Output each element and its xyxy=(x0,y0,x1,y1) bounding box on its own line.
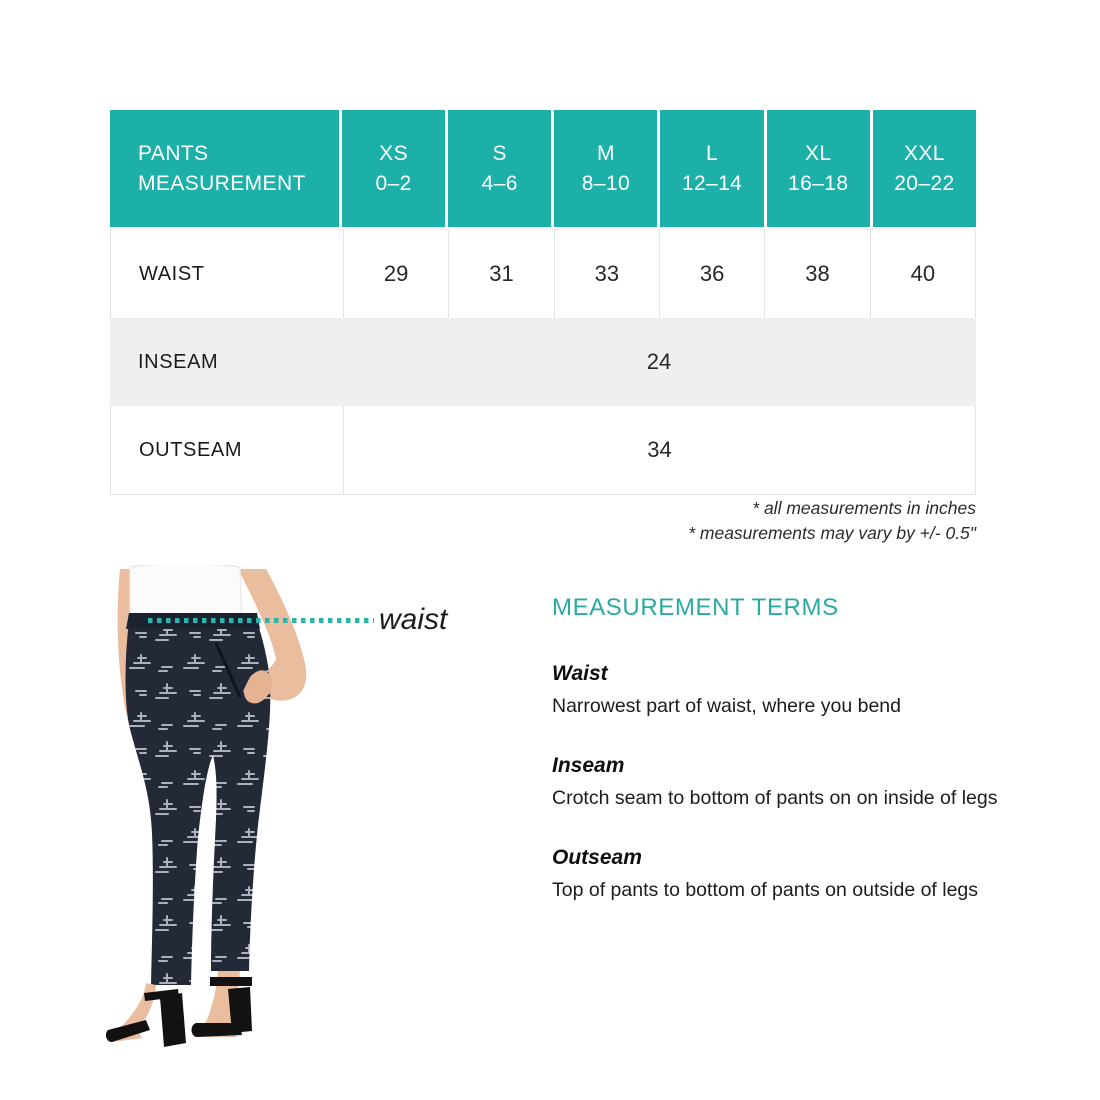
size-range: 4–6 xyxy=(481,171,518,195)
waist-dotted-line xyxy=(148,618,374,623)
size-chart-table xyxy=(110,110,976,495)
footnote-tolerance: * measurements may vary by +/- 0.5" xyxy=(688,522,976,543)
size-range: 0–2 xyxy=(375,171,412,195)
header-cell-s xyxy=(448,110,551,227)
row-label: OUTSEAM xyxy=(139,438,243,461)
size-label: XXL xyxy=(903,141,945,165)
term-description: Narrowest part of waist, where you bend xyxy=(552,695,902,717)
waist-value-l: 36 xyxy=(659,230,764,318)
term-description: Crotch seam to bottom of pants on on inside of legs xyxy=(552,787,998,809)
waist-value-xl: 38 xyxy=(764,230,869,318)
term-name: Waist xyxy=(552,662,608,685)
size-chart-header-row xyxy=(110,110,976,227)
header-cell-xl xyxy=(767,110,870,227)
left-sandal xyxy=(106,989,186,1047)
size-range: 16–18 xyxy=(788,171,849,195)
size-range: 8–10 xyxy=(581,171,631,195)
term-inseam xyxy=(552,754,1004,813)
size-label: XL xyxy=(804,141,832,165)
size-label: M xyxy=(596,141,615,165)
term-name: Inseam xyxy=(552,754,625,777)
table-row-waist xyxy=(110,229,976,318)
term-outseam xyxy=(552,846,1004,905)
waist-annotation-label: waist xyxy=(379,603,448,636)
header-cell-m xyxy=(554,110,657,227)
waist-value-xxl: 40 xyxy=(870,230,975,318)
size-range: 20–22 xyxy=(894,171,955,195)
term-waist xyxy=(552,662,1004,721)
table-row-inseam xyxy=(110,318,976,406)
size-label: XS xyxy=(379,141,408,165)
table-row-outseam xyxy=(110,406,976,495)
header-label-line2: MEASUREMENT xyxy=(138,171,306,195)
row-label: INSEAM xyxy=(138,350,219,373)
size-label: L xyxy=(706,141,719,165)
header-cell-l xyxy=(660,110,763,227)
footnote-units: * all measurements in inches xyxy=(752,498,976,518)
term-name: Outseam xyxy=(552,846,642,869)
header-cell-xxl xyxy=(873,110,976,227)
size-label: S xyxy=(492,141,507,165)
header-cell-pants-measurement xyxy=(110,110,339,227)
row-label: WAIST xyxy=(139,262,205,285)
model-pants xyxy=(126,615,271,985)
term-description: Top of pants to bottom of pants on outside of legs xyxy=(552,879,979,901)
header-cell-xs xyxy=(342,110,445,227)
size-range: 12–14 xyxy=(681,171,743,195)
waist-value-s: 31 xyxy=(448,230,553,318)
header-label-line1: PANTS xyxy=(138,141,209,165)
outseam-value: 34 xyxy=(343,406,975,494)
footnotes xyxy=(688,496,976,545)
terms-title: MEASUREMENT TERMS xyxy=(552,594,839,621)
model-photo xyxy=(100,565,345,1080)
inseam-value: 24 xyxy=(646,349,672,374)
waist-value-m: 33 xyxy=(554,230,659,318)
waist-value-xs: 29 xyxy=(343,230,448,318)
measurement-terms-section xyxy=(552,594,1004,938)
